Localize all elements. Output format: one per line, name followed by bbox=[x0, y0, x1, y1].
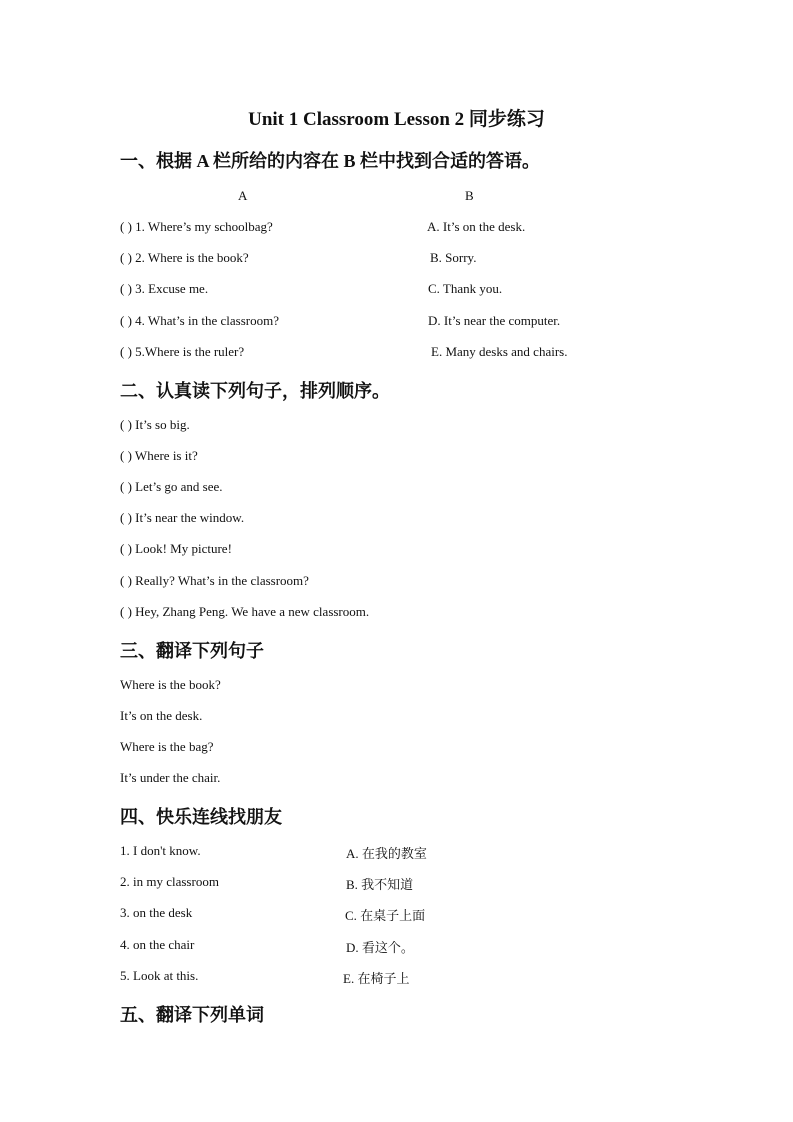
translate-sentence: It’s on the desk. bbox=[120, 708, 203, 723]
phrase-right: D. 看这个。 bbox=[346, 940, 414, 955]
order-sentence: ( ) Where is it? bbox=[120, 448, 198, 463]
section1-heading: 一、根据 A 栏所给的内容在 B 栏中找到合适的答语。 bbox=[120, 151, 541, 171]
page-title: Unit 1 Classroom Lesson 2 同步练习 bbox=[248, 109, 545, 130]
match-question: ( ) 4. What’s in the classroom? bbox=[120, 313, 279, 328]
match-question: ( ) 5.Where is the ruler? bbox=[120, 344, 245, 359]
section4-heading: 四、快乐连线找朋友 bbox=[120, 807, 282, 827]
section2-heading: 二、认真读下列句子，排列顺序。 bbox=[120, 381, 390, 401]
phrase-right: E. 在椅子上 bbox=[343, 971, 410, 986]
section5-heading: 五、翻译下列单词 bbox=[120, 1005, 264, 1025]
phrase-left: 4. on the chair bbox=[120, 937, 195, 952]
column-a-label: A bbox=[238, 188, 248, 203]
match-answer: E. Many desks and chairs. bbox=[431, 344, 568, 359]
phrase-left: 5. Look at this. bbox=[120, 968, 199, 983]
translate-sentence: It’s under the chair. bbox=[120, 770, 221, 785]
order-sentence: ( ) Really? What’s in the classroom? bbox=[120, 573, 309, 588]
order-sentence: ( ) It’s near the window. bbox=[120, 510, 245, 525]
phrase-left: 2. in my classroom bbox=[120, 874, 219, 889]
phrase-right: A. 在我的教室 bbox=[346, 846, 427, 861]
order-sentence: ( ) Hey, Zhang Peng. We have a new classroom. bbox=[120, 604, 370, 619]
column-b-label: B bbox=[465, 188, 474, 203]
match-answer: A. It’s on the desk. bbox=[427, 219, 526, 234]
match-answer: B. Sorry. bbox=[430, 250, 477, 265]
section3-heading: 三、翻译下列句子 bbox=[120, 641, 264, 661]
match-question: ( ) 3. Excuse me. bbox=[120, 281, 209, 296]
match-question: ( ) 1. Where’s my schoolbag? bbox=[120, 219, 273, 234]
translate-sentence: Where is the bag? bbox=[120, 739, 214, 754]
phrase-left: 1. I don't know. bbox=[120, 843, 201, 858]
match-answer: C. Thank you. bbox=[428, 281, 503, 296]
order-sentence: ( ) Let’s go and see. bbox=[120, 479, 223, 494]
match-answer: D. It’s near the computer. bbox=[428, 313, 561, 328]
phrase-right: B. 我不知道 bbox=[346, 877, 414, 892]
match-question: ( ) 2. Where is the book? bbox=[120, 250, 249, 265]
translate-sentence: Where is the book? bbox=[120, 677, 221, 692]
phrase-left: 3. on the desk bbox=[120, 905, 193, 920]
phrase-right: C. 在桌子上面 bbox=[345, 908, 426, 923]
order-sentence: ( ) It’s so big. bbox=[120, 417, 190, 432]
order-sentence: ( ) Look! My picture! bbox=[120, 541, 232, 556]
